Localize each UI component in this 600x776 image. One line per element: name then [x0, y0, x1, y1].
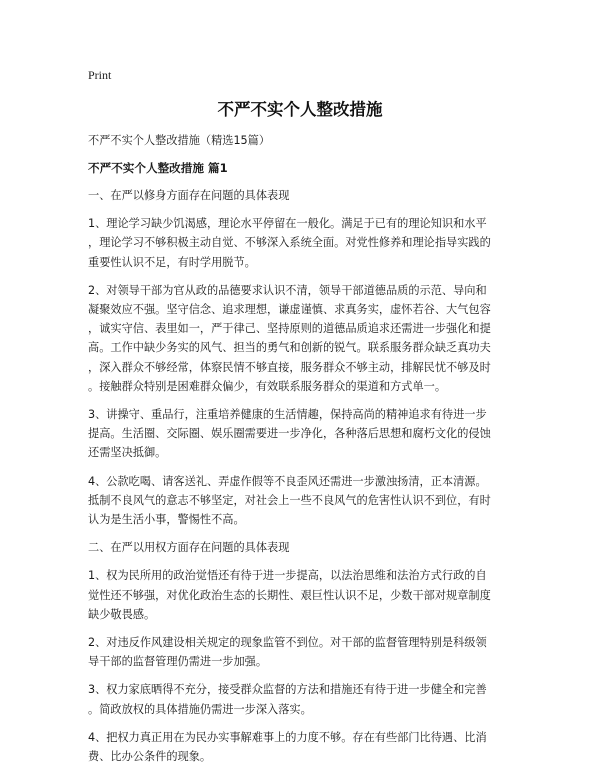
paragraph-1-4	[88, 472, 518, 530]
paragraph-2-3	[88, 680, 518, 718]
paragraph-line: 认为是生活小事，警惕性不高。	[88, 513, 245, 527]
section-2-heading	[88, 538, 518, 557]
paragraph-1-2	[88, 281, 518, 396]
paragraph-line: 觉性还不够强，对优化政治生态的长期性、艰巨性认识不足，少数干部对规章制度	[88, 588, 491, 602]
paragraph-line: 3、权力家底晒得不充分，接受群众监督的方法和措施还有待于进一步健全和完善	[88, 683, 487, 697]
paragraph-line: 1、权为民所用的政治觉悟还有待于进一步提高，以法治思维和法治方式行政的自	[88, 569, 487, 583]
section-1-heading	[88, 186, 518, 205]
paragraph-line: 高。工作中缺少务实的风气、担当的勇气和创新的锐气。联系服务群众缺乏真功夫	[88, 341, 491, 355]
paragraph-line: ，深入群众不够经常，体察民情不够直接，服务群众不够主动，排解民忧不够及时	[88, 360, 491, 374]
paragraph-line: 抵制不良风气的意志不够坚定，对社会上一些不良风气的危害性认识不到位，有时	[88, 493, 491, 507]
paragraph-line: 重要性认识不足，有时学用脱节。	[88, 255, 256, 269]
paragraph-2-2	[88, 633, 518, 671]
paragraph-line: 缺少敬畏感。	[88, 607, 156, 621]
paragraph-line: 。接触群众特别是困难群众偏少，有效联系服务群众的渠道和方式单一。	[88, 379, 447, 393]
document-body	[88, 131, 518, 775]
paragraph-line: 一、在严以修身方面存在问题的具体表现	[88, 189, 290, 202]
paragraph-line: 提高。生活圈、交际圈、娱乐圈需要进一步净化，各种落后思想和腐朽文化的侵蚀	[88, 427, 491, 441]
print-label: Print	[88, 68, 112, 82]
paragraph-line: 4、把权力真正用在为民办实事解难事上的力度不够。存在有些部门比待遇、比消	[88, 730, 487, 744]
paragraph-line: 3、讲操守、重品行，注重培养健康的生活情趣，保持高尚的精神追求有待进一步	[88, 408, 487, 422]
document-subtitle: 不严不实个人整改措施（精选15篇）	[88, 134, 271, 147]
paragraph-line: 2、对违反作风建设相关规定的现象监管不到位。对干部的监督管理特别是科级领	[88, 636, 487, 650]
paragraph-line: 4、公款吃喝、请客送礼、弄虚作假等不良歪风还需进一步激浊扬清，正本清源。	[88, 474, 487, 488]
paragraph-1-3	[88, 405, 518, 463]
paragraph-line: 。简政放权的具体措施仍需进一步深入落实。	[88, 702, 312, 716]
paragraph-line: ，诚实守信、表里如一，严于律己、坚持原则的道德品质追求还需进一步强化和提	[88, 322, 491, 336]
section-heading: 不严不实个人整改措施 篇1	[88, 161, 228, 175]
paragraph-line: 1、理论学习缺少饥渴感，理论水平停留在一般化。满足于已有的理论知识和水平	[88, 217, 487, 231]
paragraph-line: 费、比办公条件的现象。	[88, 750, 212, 764]
paragraph-line: 还需坚决抵御。	[88, 446, 167, 460]
paragraph-2-4	[88, 728, 518, 766]
paragraph-2-1	[88, 566, 518, 624]
paragraph-1-1	[88, 214, 518, 272]
paragraph-line: 二、在严以用权方面存在问题的具体表现	[88, 541, 290, 555]
paragraph-line: 凝聚效应不强。坚守信念、追求理想，谦虚谨慎、求真务实，虚怀若谷、大气包容	[88, 303, 491, 317]
paragraph-line: 导干部的监督管理仍需进一步加强。	[88, 655, 268, 669]
page-title: 不严不实个人整改措施	[217, 100, 383, 119]
paragraph-line: ，理论学习不够积极主动自觉、不够深入系统全面。对党性修养和理论指导实践的	[88, 236, 491, 250]
paragraph-line: 2、对领导干部为官从政的品德要求认识不清，领导干部道德品质的示范、导向和	[88, 283, 487, 297]
